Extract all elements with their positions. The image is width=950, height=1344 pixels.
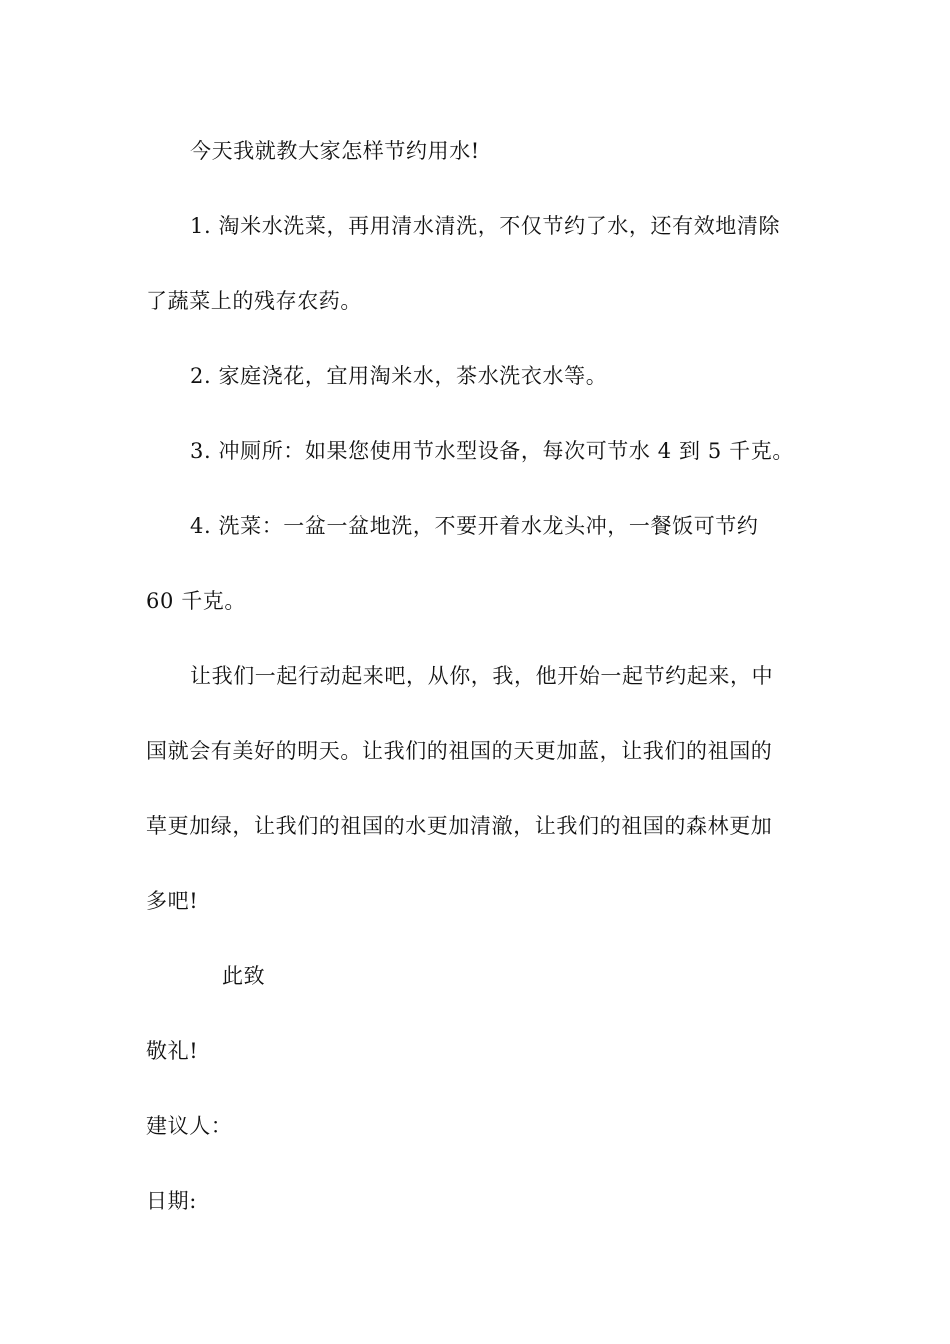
- tip-4-line-1: 4. 洗菜：一盆一盆地洗，不要开着水龙头冲，一餐饭可节约: [190, 514, 759, 538]
- tip-1-line-2: 了蔬菜上的残存农药。: [146, 289, 362, 313]
- closing-paragraph-line-1: 让我们一起行动起来吧，从你，我，他开始一起节约起来，中: [190, 664, 774, 688]
- date-label: 日期:: [146, 1189, 197, 1213]
- salutation: 此致: [222, 964, 266, 988]
- closing-paragraph-line-3: 草更加绿，让我们的祖国的水更加清澈，让我们的祖国的森林更加: [146, 814, 773, 838]
- tip-4-line-2: 60 千克。: [146, 589, 246, 613]
- tip-3-line-1: 3. 冲厕所：如果您使用节水型设备，每次可节水 4 到 5 千克。: [190, 439, 794, 463]
- proposer-label: 建议人：: [146, 1114, 233, 1138]
- closing-paragraph-line-2: 国就会有美好的明天。让我们的祖国的天更加蓝，让我们的祖国的: [146, 739, 773, 763]
- tip-1-line-1: 1. 淘米水洗菜，再用清水清洗，不仅节约了水，还有效地清除: [190, 214, 781, 238]
- regards: 敬礼!: [146, 1039, 199, 1063]
- closing-paragraph-line-4: 多吧!: [146, 889, 199, 913]
- intro-line: 今天我就教大家怎样节约用水!: [190, 139, 480, 163]
- tip-2-line-1: 2. 家庭浇花，宜用淘米水，茶水洗衣水等。: [190, 364, 608, 388]
